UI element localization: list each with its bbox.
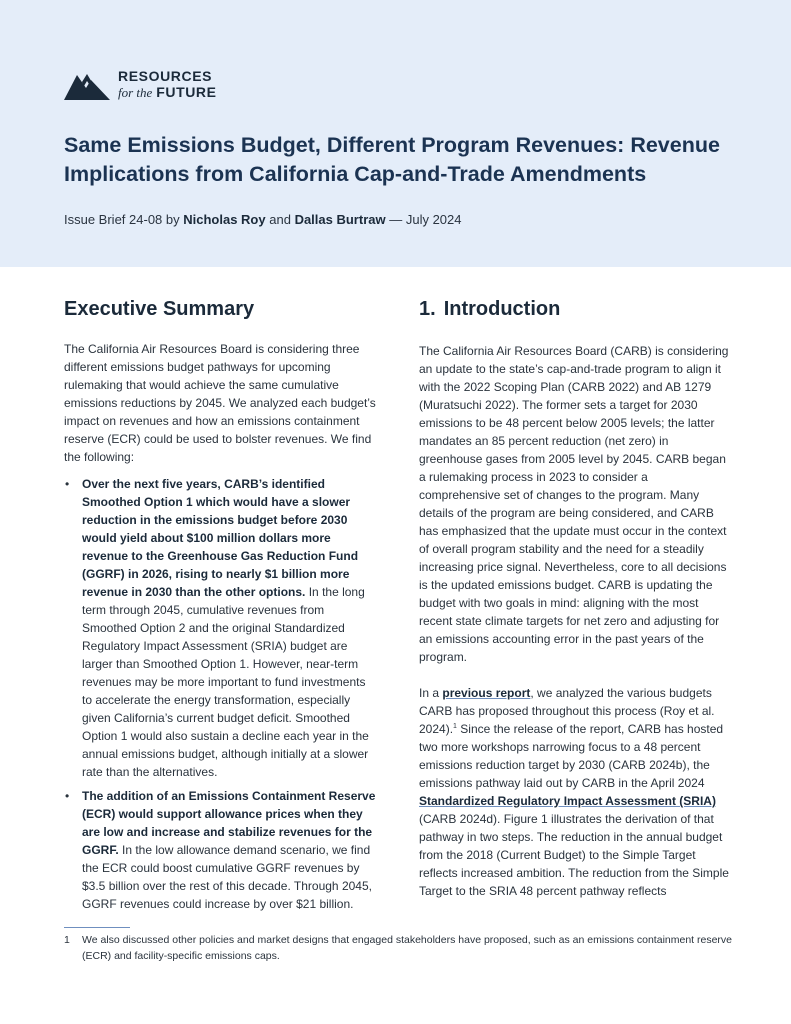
sria-link[interactable]: Standardized Regulatory Impact Assessment (SRIA) [419, 794, 716, 808]
footnote-number: 1 [64, 934, 70, 946]
logo-line-1: RESOURCES [118, 68, 213, 84]
para2-text-2: , we analyzed the various budgets CARB has proposed throughout this process (Roy et al. 2024). [419, 686, 715, 736]
header-band [0, 0, 791, 267]
finding-lede: Over the next five years, CARB’s identified Smoothed Option 1 which would have a slower reduction in the emissions budget before 2030 would yield about $100 million dollars more revenue to the Greenhouse Gas Reduction Fund (GGRF) in 2026, rising to nearly $1 billion more revenue in 2030 than the other options. [82, 477, 359, 599]
para2-text-4: (CARB 2024d). Figure 1 illustrates the derivation of that pathway in two steps. The reduction in the annual budget from the 2018 (Current Budget) to the Simple Target reflects increased ambition. The reduction from the Simple Target to the SRIA 48 percent pathway reflects [419, 812, 729, 898]
footnote-divider [64, 927, 130, 928]
executive-summary-intro: The California Air Resources Board is considering three different emissions budget pathways for upcoming rulemaking that would achieve the same cumulative emissions reductions by 2045. We analyzed each budget’s impact on revenues and how an emissions containment reserve (ECR) could be used to bolster revenues. We find the following: [64, 342, 376, 464]
section-number: 1. [419, 298, 436, 320]
mountain-logo-icon [64, 70, 110, 100]
author-2: Dallas Burtraw [294, 212, 386, 227]
introduction-heading [419, 296, 731, 322]
logo-italic: for the [118, 85, 153, 100]
para2-text-1: In a [419, 686, 443, 700]
introduction-paragraph-1: The California Air Resources Board (CARB) is considering an update to the state’s cap-and-trade program to align it with the 2022 Scoping Plan (CARB 2022) and AB 1279 (Muratsuchi 2022). The former sets a target for 2030 emissions to be 48 percent below 2005 levels; the latter mandates an 85 percent reduction (net zero) in greenhouse gases from 2005 level by 2045. CARB began a rulemaking process in 2023 to consider a comprehensive set of changes to the program. Many details of the program are being considered, and CARB has emphasized that the update must occur in the context of overall program stability and the need for a steadily increasing price signal. Nevertheless, core to all decisions is the updated emissions budget. CARB is updating the budget with two goals in mind: aligning with the most recent state climate targets for net zero and adjusting for an emissions accounting error in the past years of the program. [419, 344, 729, 664]
para2-text-3: Since the release of the report, CARB has hosted two more workshops narrowing focus to a 48 percent emissions reduction target by 2030 (CARB 2024b), the emissions pathway laid out by CARB in the April 2024 [419, 722, 724, 790]
finding-text: In the low allowance demand scenario, we find the ECR could boost cumulative GGRF revenues by $3.5 billion over the rest of this decade. Through 2045, GGRF revenues could increase by over $21 billion. [82, 843, 372, 911]
logo-line-2 [118, 84, 217, 101]
finding-item [64, 787, 376, 913]
byline-prefix: Issue Brief 24-08 by [64, 212, 180, 227]
footnote-ref[interactable]: 1 [453, 723, 457, 730]
executive-summary-column [64, 296, 376, 919]
author-1: Nicholas Roy [183, 212, 266, 227]
bullet-dot-icon: • [65, 789, 70, 803]
byline [64, 212, 462, 227]
footnote [64, 932, 744, 964]
finding-text: In the long term through 2045, cumulative revenues from Smoothed Option 2 and the original Standardized Regulatory Impact Assessment (SRIA) budget are larger than Smoothed Option 1. However, near-term revenues may be more important to fund investments to accelerate the energy transformation, especially given California’s current budget deficit. Smoothed Option 1 would also sustain a decline each year in the annual emissions budget, although initially at a slower rate than the alternatives. [82, 585, 369, 779]
logo-bold: FUTURE [156, 84, 217, 100]
footnote-text: We also discussed other policies and market designs that engaged stakeholders have proposed, such as an emissions containment reserve (ECR) and facility-specific emissions caps. [82, 934, 733, 962]
findings-list [64, 475, 376, 913]
paragraph-gap [419, 666, 731, 684]
byline-and: and [269, 212, 291, 227]
finding-lede: The addition of an Emissions Containment Reserve (ECR) would support allowance prices when they are low and increase and stabilize revenues for the GGRF. [82, 789, 376, 857]
section-title: Introduction [443, 298, 561, 320]
byline-date: — July 2024 [389, 212, 462, 227]
logo-wordmark [118, 68, 217, 101]
introduction-paragraph-2 [419, 684, 729, 900]
previous-report-link[interactable]: previous report [442, 686, 531, 700]
introduction-column [419, 296, 731, 900]
finding-item [64, 475, 376, 781]
executive-summary-heading: Executive Summary [64, 298, 255, 320]
bullet-dot-icon: • [65, 477, 70, 491]
page-title: Same Emissions Budget, Different Program Revenues: Revenue Implications from California Cap-and-Trade Amendments [64, 133, 720, 186]
